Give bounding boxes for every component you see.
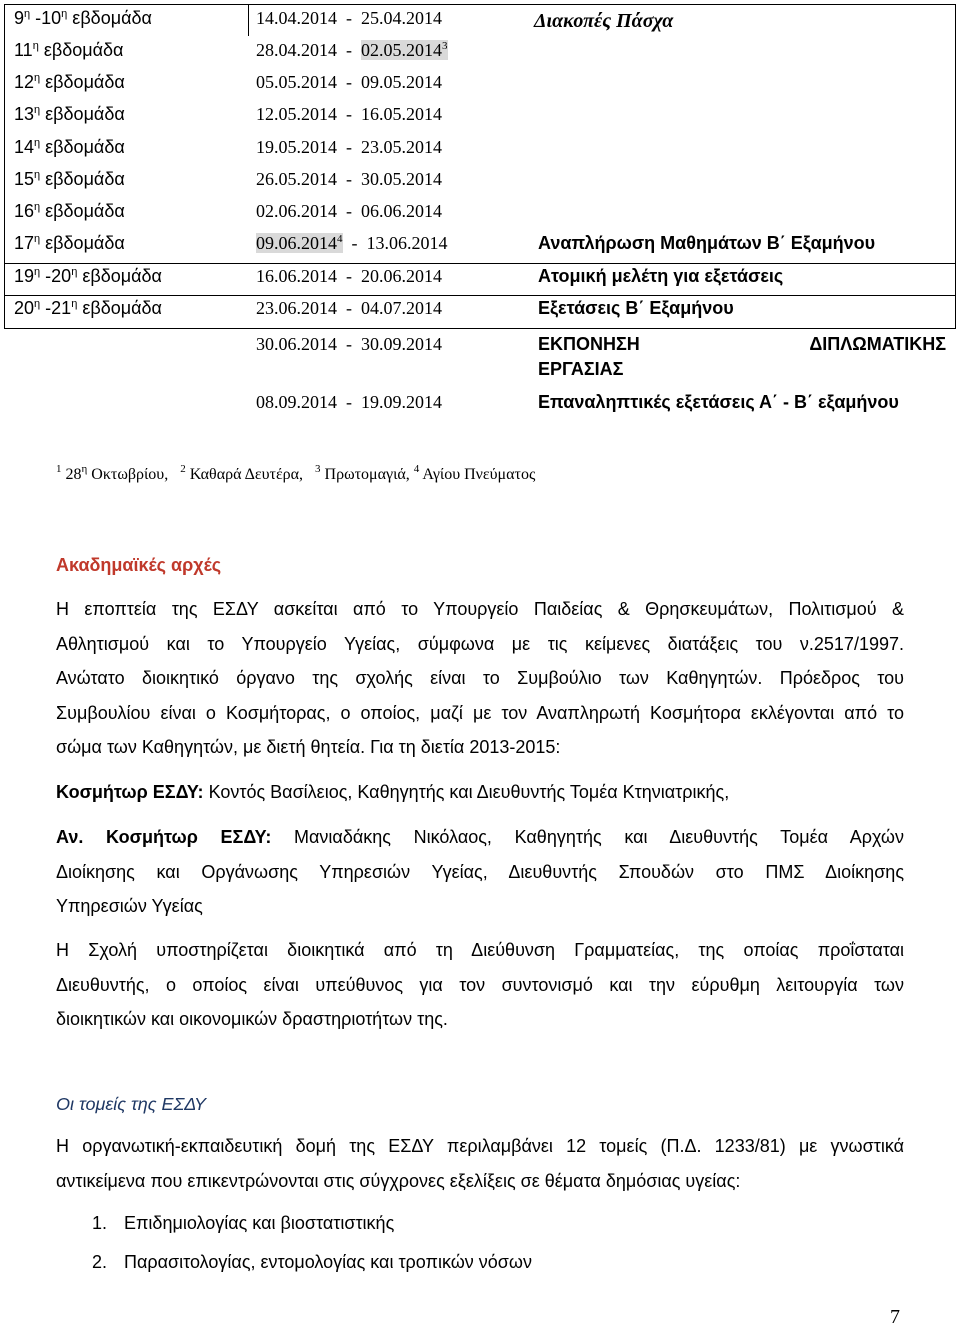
table-right-border [955,4,956,328]
paragraph-line: Συμβουλίου είναι ο Κοσμήτορας, ο οποίος, μαζί με τον Αναπληρωτή Κοσμήτορα εκλέγονται από το [56,702,904,723]
event-label: ΕΚΠΟΝΗΣΗ ΔΙΠΛΩΜΑΤΙΚΗΣ ΕΡΓΑΣΙΑΣ [538,334,946,379]
week-label: $13^\eta$ εβδομάδα [14,104,125,124]
list-item: Επιδημιολογίας και βιοστατιστικής [124,1213,395,1233]
date-range: 12.05.2014 - 16.05.2014 [256,104,442,124]
week-label: $19^\eta$ $-20^\eta$ εβδομάδα [14,266,162,286]
section-heading-departments: Οι τομείς της ΕΣΔΥ [56,1094,207,1114]
week-label: $16^\eta$ εβδομάδα [14,201,125,221]
paragraph-secretariat [56,933,904,1037]
paragraph-line: αντικείμενα που επικεντρώνονται στις σύγχρονες εξελίξεις σε θέματα δημόσιας υγείας: [56,1170,741,1191]
footnote-marker: 3 [315,463,321,475]
week-label: $15^\eta$ εβδομάδα [14,169,125,189]
date-range: 05.05.2014 - 09.05.2014 [256,72,442,92]
vice-dean-paragraph [56,820,904,924]
footnote-marker: 2 [180,463,186,475]
footnotes [56,463,536,484]
paragraph-line: Αθλητισμού και το Υπουργείο Υγείας, σύμφωνα με τις κείμενες διατάξεις του ν.2517/1997. [56,633,904,654]
date-range: 16.06.2014 - 20.06.2014 [256,266,442,286]
date-range: 09.06.2014$^4$ - 13.06.2014 [256,233,448,253]
list-item-number: 2. [92,1252,108,1272]
paragraph-line: σώμα των Καθηγητών, με διετή θητεία. Για τη διετία 2013-2015: [56,737,561,757]
dean-label: Κοσμήτωρ ΕΣΔΥ: [56,782,204,802]
paragraph-line: Η εποπτεία της ΕΣΔΥ ασκείται από το Υπουργείο Παιδείας & Θρησκευμάτων, Πολιτισμού & [56,599,904,619]
event-label: Αναπλήρωση Μαθημάτων Β΄ Εξαμήνου [538,233,876,253]
paragraph-line: Διευθυντής, ο οποίος είναι υπεύθυνος για τον συντονισμό και την εύρυθμη λειτουργία των [56,974,904,995]
week-label: $11^\eta$ εβδομάδα [14,40,124,60]
date-range: 23.06.2014 - 04.07.2014 [256,298,442,318]
page-number: 7 [890,1306,900,1328]
vice-dean-line: Διοίκησης και Οργάνωσης Υπηρεσιών Υγείας, Διευθυντής Σπουδών στο ΠΜΣ Διοίκησης [56,861,904,882]
event-label: Ατομική μελέτη για εξετάσεις [538,266,784,286]
footnote-text: Καθαρά Δευτέρα, [189,466,304,483]
table-row-border [4,328,956,329]
paragraph-line: Η Σχολή υποστηρίζεται διοικητικά από τη Διεύθυνση Γραμματείας, της οποίας προΐσταται [56,940,904,960]
footnote-marker: 4 [413,463,420,475]
date-range: 02.06.2014 - 06.06.2014 [256,201,442,221]
date-range: 30.06.2014 - 30.09.2014 [256,334,442,354]
event-label: Εξετάσεις Β΄ Εξαμήνου [538,298,734,318]
paragraph-departments [56,1129,904,1198]
table-left-border [4,4,5,328]
date-range: 28.04.2014 - 02.05.2014$^3$ [256,40,448,60]
footnote-text: Αγίου Πνεύματος [422,466,536,483]
date-range: 14.04.2014 - 25.04.2014 [256,8,442,28]
table-top-border [4,4,956,5]
week-label: $12^\eta$ εβδομάδα [14,72,125,92]
week-label: $9^\eta$ $-10^\eta$ εβδομάδα [14,8,152,28]
paragraph-line: Ανώτατο διοικητικό όργανο της σχολής είναι το Συμβούλιο των Καθηγητών. Πρόεδρος του [56,668,904,688]
table-col-divider [248,4,249,36]
paragraph-line: διοικητικών και οικονομικών δραστηριοτήτων της. [56,1009,448,1029]
paragraph-line: Η οργανωτική-εκπαιδευτική δομή της ΕΣΔΥ περιλαμβάνει 12 τομείς (Π.Δ. 1233/81) με γνωστικά [56,1136,904,1156]
footnote-text: Πρωτομαγιά, [324,466,410,483]
list-item-number: 1. [92,1213,108,1233]
event-label: Διακοπές Πάσχα [534,10,674,32]
week-label: $17^\eta$ εβδομάδα [14,233,125,253]
week-label: $20^\eta$ $-21^\eta$ εβδομάδα [14,298,162,318]
date-range: 26.05.2014 - 30.05.2014 [256,169,442,189]
date-range: 08.09.2014 - 19.09.2014 [256,392,442,412]
week-label: $14^\eta$ εβδομάδα [14,137,125,157]
table-row-border [4,263,956,264]
footnote-text: $28^\eta$ Οκτωβρίου, [65,463,169,483]
event-label: Επαναληπτικές εξετάσεις Α΄ - Β΄ εξαμήνου [538,392,899,412]
table-row-border [4,295,956,296]
list-item: Παρασιτολογίας, εντομολογίας και τροπικών νόσων [124,1252,532,1272]
vice-dean-line: Αν. Κοσμήτωρ ΕΣΔΥ: Μανιαδάκης Νικόλαος, Καθηγητής και Διευθυντής Τομέα Αρχών [56,827,904,847]
footnote-marker: 1 [56,463,62,475]
section-heading-academic-authorities: Ακαδημαϊκές αρχές [56,555,222,575]
dean-text: Κοντός Βασίλειος, Καθηγητής και Διευθυντής Τομέα Κτηνιατρικής, [203,782,730,802]
dean-line [56,782,729,803]
date-range: 19.05.2014 - 23.05.2014 [256,137,442,157]
vice-dean-line: Υπηρεσιών Υγείας [56,896,203,916]
paragraph-supervision [56,592,904,765]
